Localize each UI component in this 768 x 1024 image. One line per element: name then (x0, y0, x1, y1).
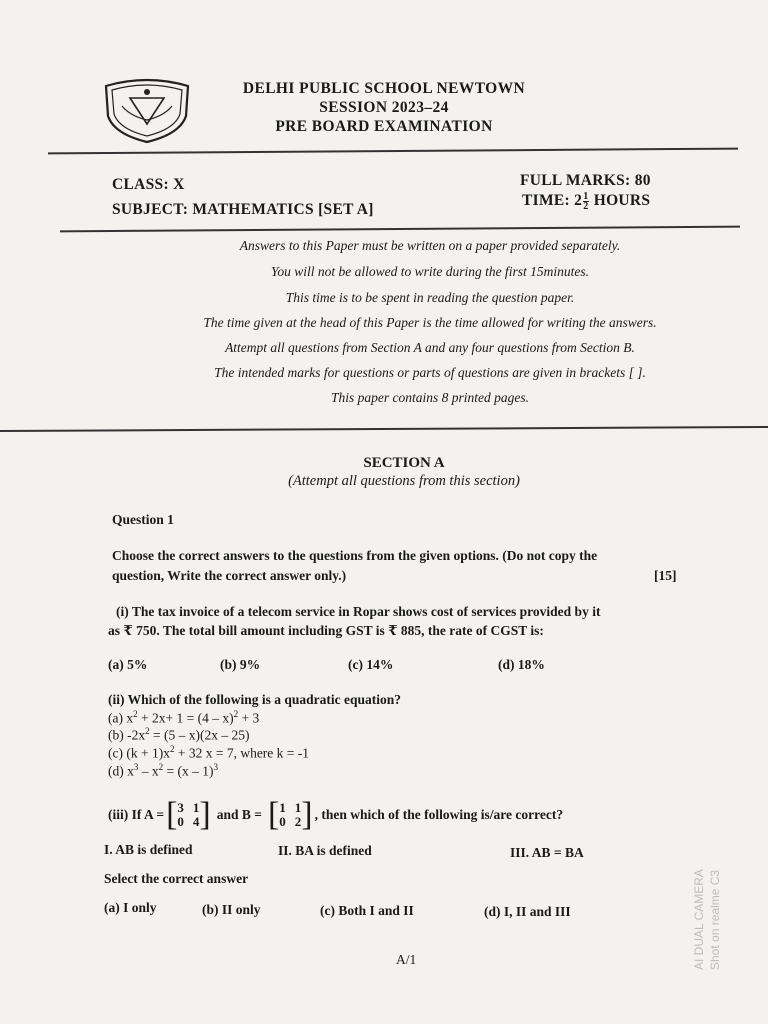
q-i-line1: (i) The tax invoice of a telecom service in Ropar shows cost of services provided by it (116, 604, 601, 619)
q-ii-option-b: (b) $-2x^2 = (5 - x)(2x - 25)$ (108, 726, 250, 743)
camera-watermark: AI DUAL CAMERA Shot on realme C3 (692, 869, 722, 970)
matrix-a: [ 3 1 0 4 ] (166, 796, 211, 833)
statement-1: I. AB is defined (104, 842, 193, 857)
page-number: A/1 (396, 952, 417, 967)
q-i-option-a: (a) 5% (108, 657, 148, 672)
matrix-b: [ 1 1 0 2 ] (267, 796, 313, 833)
question-label: Question 1 (112, 512, 174, 527)
instruction-5: Attempt all questions from Section A and any four questions from Section B. (225, 340, 635, 355)
q-iii-option-d: (d) I, II and III (484, 904, 571, 919)
school-name: DELHI PUBLIC SCHOOL NEWTOWN (242, 80, 526, 97)
q-iii-option-b: (b) II only (202, 902, 261, 917)
section-title: SECTION A (363, 455, 445, 471)
header-divider (48, 148, 738, 155)
q-ii-stem: (ii) Which of the following is a quadratic equation? (108, 692, 402, 707)
q-i-option-c: (c) 14% (348, 657, 394, 672)
q-ii-option-d: (d) $x^3 - x^2 = (x - 1)^3$ (108, 762, 218, 779)
time-label: TIME: 2 $\frac{1}{2}$ HOURS (522, 191, 651, 212)
q-i-option-b: (b) 9% (220, 657, 261, 672)
select-prompt: Select the correct answer (104, 871, 249, 886)
instruction-4: The time given at the head of this Paper is the time allowed for writing the answers. (203, 315, 657, 330)
instruction-2: You will not be allowed to write during the first 15minutes. (271, 264, 589, 279)
instruction-1: Answers to this Paper must be written on a paper provided separately. (239, 238, 621, 253)
full-marks: FULL MARKS: 80 (520, 172, 651, 189)
statement-3: III. AB = BA (510, 845, 584, 860)
session: SESSION 2023–24 (319, 99, 449, 116)
class-label: CLASS: X (112, 176, 185, 193)
question-prompt-line1: Choose the correct answers to the questions from the given options. (Do not copy the (112, 548, 598, 563)
q-iii-option-a: (a) I only (104, 900, 157, 915)
q-iii-stem: (iii) If A = [ 3 1 0 4 ] and B = [ 1 1 0 2 ] , then which of the following is/are correct? (108, 796, 564, 833)
instruction-6: The intended marks for questions or parts of questions are given in brackets [ ]. (214, 365, 646, 380)
q-iii-option-c: (c) Both I and II (320, 903, 414, 918)
instruction-3: This time is to be spent in reading the question paper. (285, 290, 575, 305)
q-ii-option-c: (c) $(k + 1)x^2 + 32$ x = 7, where k = -1 (108, 744, 310, 761)
instructions-divider (0, 426, 768, 432)
instruction-7: This paper contains 8 printed pages. (331, 390, 529, 405)
question-prompt-line2: question, Write the correct answer only.) (112, 568, 347, 583)
q-i-line2: as ₹ 750. The total bill amount including GST is ₹ 885, the rate of CGST is: (108, 623, 544, 638)
info-divider (60, 226, 740, 233)
q-i-option-d: (d) 18% (498, 657, 545, 672)
exam-title: PRE BOARD EXAMINATION (275, 118, 493, 135)
q-ii-option-a: (a) $x^2 + 2x+ 1 = (4 - x)^2 + 3$ (108, 709, 260, 726)
statement-2: II. BA is defined (278, 843, 372, 858)
section-subtitle: (Attempt all questions from this section) (288, 473, 520, 489)
question-marks: [15] (654, 568, 677, 583)
subject-label: SUBJECT: MATHEMATICS [SET A] (112, 201, 374, 218)
